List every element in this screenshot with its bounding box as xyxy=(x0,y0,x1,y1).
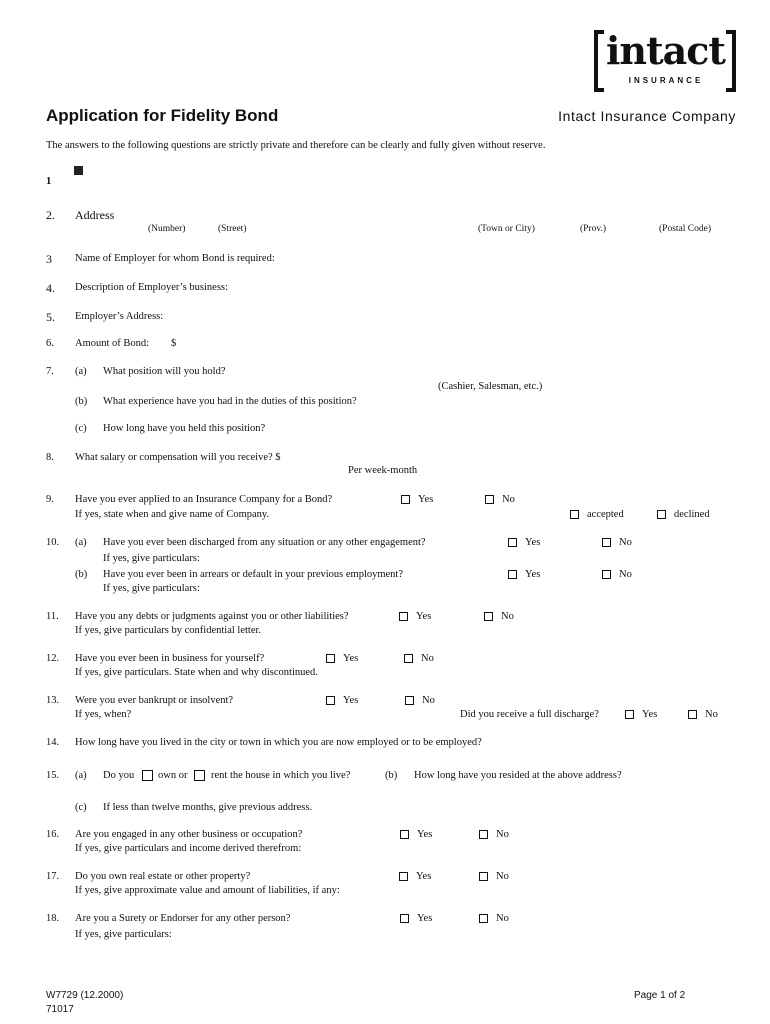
q10b-no-label: No xyxy=(619,569,632,580)
q13-no-checkbox[interactable] xyxy=(405,696,414,705)
q13-discharge-yes-checkbox[interactable] xyxy=(625,710,634,719)
q15a-own-or: own or xyxy=(158,770,188,781)
q9-yes-label: Yes xyxy=(418,494,434,505)
q7c-letter: (c) xyxy=(75,423,87,434)
q13-discharge-yes-label: Yes xyxy=(642,709,658,720)
q9-accepted-label: accepted xyxy=(587,509,624,520)
form-number: 71017 xyxy=(46,1004,74,1015)
q7a-letter: (a) xyxy=(75,366,87,377)
q2-sub-number: (Number) xyxy=(148,224,186,234)
q10a-yes-checkbox[interactable] xyxy=(508,538,517,547)
q9-no-label: No xyxy=(502,494,515,505)
q9-number: 9. xyxy=(46,494,54,505)
q13-discharge-no-checkbox[interactable] xyxy=(688,710,697,719)
q15a-rent-text: rent the house in which you live? xyxy=(211,770,351,781)
q9-line1: Have you ever applied to an Insurance Company for a Bond? xyxy=(75,494,333,505)
address-field[interactable] xyxy=(120,208,738,222)
q9-line2: If yes, state when and give name of Company. xyxy=(75,509,270,520)
time-in-position-field[interactable] xyxy=(285,421,738,435)
q12-number: 12. xyxy=(46,653,60,664)
q17-yes-label: Yes xyxy=(416,871,432,882)
q10a-sub: If yes, give particulars: xyxy=(103,553,200,564)
q14-number: 14. xyxy=(46,737,60,748)
q5-number: 5. xyxy=(46,310,55,324)
q15-rent-checkbox[interactable] xyxy=(194,770,205,781)
q6-number: 6. xyxy=(46,338,54,349)
q1-name-field[interactable] xyxy=(98,174,738,188)
q17-yes-checkbox[interactable] xyxy=(399,872,408,881)
q16-line2: If yes, give particulars and income derived therefrom: xyxy=(75,843,302,854)
intact-insurance-logo xyxy=(594,30,736,92)
position-field[interactable] xyxy=(245,364,738,378)
q16-number: 16. xyxy=(46,829,60,840)
form-code: W7729 (12.2000) xyxy=(46,990,124,1001)
experience-field[interactable] xyxy=(383,394,738,408)
q10a-yes-label: Yes xyxy=(525,537,541,548)
q6-currency: $ xyxy=(171,338,177,349)
redacted-mark xyxy=(74,166,83,175)
q12-no-label: No xyxy=(421,653,434,664)
q10b-yes-label: Yes xyxy=(525,569,541,580)
q2-number: 2. xyxy=(46,208,55,222)
q11-yes-label: Yes xyxy=(416,611,432,622)
q16-no-checkbox[interactable] xyxy=(479,830,488,839)
q13-discharge-no-label: No xyxy=(705,709,718,720)
q15-number: 15. xyxy=(46,770,60,781)
q10b-yes-checkbox[interactable] xyxy=(508,570,517,579)
q11-line2: If yes, give particulars by confidential letter. xyxy=(75,625,262,636)
q10a-no-label: No xyxy=(619,537,632,548)
q13-yes-label: Yes xyxy=(343,695,359,706)
q11-line1: Have you any debts or judgments against you or other liabilities? xyxy=(75,611,349,622)
q18-line1: Are you a Surety or Endorser for any other person? xyxy=(75,913,291,924)
q15c-letter: (c) xyxy=(75,802,87,813)
logo-wordmark: intact xyxy=(606,28,725,73)
q10b-letter: (b) xyxy=(75,569,88,580)
q3-label: Name of Employer for whom Bond is required: xyxy=(75,253,275,264)
bond-amount-field[interactable] xyxy=(182,336,382,350)
salary-field[interactable] xyxy=(305,450,505,464)
q13-discharge-text: Did you receive a full discharge? xyxy=(460,709,599,720)
q9-declined-checkbox[interactable] xyxy=(657,510,666,519)
q12-yes-label: Yes xyxy=(343,653,359,664)
logo-left-bracket xyxy=(594,30,604,92)
q16-yes-checkbox[interactable] xyxy=(400,830,409,839)
q2-sub-postal: (Postal Code) xyxy=(659,224,711,234)
q12-line1: Have you ever been in business for yourself? xyxy=(75,653,265,664)
q2-sub-prov: (Prov.) xyxy=(580,224,607,234)
q5-label: Employer’s Address: xyxy=(75,311,164,322)
q7b-letter: (b) xyxy=(75,396,88,407)
q13-no-label: No xyxy=(422,695,435,706)
q17-line1: Do you own real estate or other property? xyxy=(75,871,251,882)
q18-no-checkbox[interactable] xyxy=(479,914,488,923)
employer-business-field[interactable] xyxy=(244,280,738,294)
q13-line1: Were you ever bankrupt or insolvent? xyxy=(75,695,234,706)
q13-yes-checkbox[interactable] xyxy=(326,696,335,705)
q16-line1: Are you engaged in any other business or occupation? xyxy=(75,829,303,840)
q6-label: Amount of Bond: xyxy=(75,338,150,349)
employer-name-field[interactable] xyxy=(295,251,738,265)
q12-yes-checkbox[interactable] xyxy=(326,654,335,663)
q8-hint: Per week-month xyxy=(348,465,418,476)
company-name: Intact Insurance Company xyxy=(558,108,736,124)
q10a-letter: (a) xyxy=(75,537,87,548)
q4-number: 4. xyxy=(46,281,55,295)
q17-no-checkbox[interactable] xyxy=(479,872,488,881)
q13-line2: If yes, when? xyxy=(75,709,132,720)
q8-label: What salary or compensation will you receive? $ xyxy=(75,452,281,463)
q15-own-checkbox[interactable] xyxy=(142,770,153,781)
q9-no-checkbox[interactable] xyxy=(485,495,494,504)
q15b-text: How long have you resided at the above address? xyxy=(414,770,622,781)
q18-line2: If yes, give particulars: xyxy=(75,929,172,940)
q10b-sub: If yes, give particulars: xyxy=(103,583,200,594)
q1-number: 1 xyxy=(46,176,52,187)
q16-yes-label: Yes xyxy=(417,829,433,840)
q12-line2: If yes, give particulars. State when and why discontinued. xyxy=(75,667,318,678)
form-title: Application for Fidelity Bond xyxy=(46,106,279,125)
q2-sub-street: (Street) xyxy=(218,224,247,234)
q11-no-checkbox[interactable] xyxy=(484,612,493,621)
q15a-letter: (a) xyxy=(75,770,87,781)
intro-text: The answers to the following questions are strictly private and therefore can be clearly and fully given without reserve. xyxy=(46,140,546,151)
q15c-text: If less than twelve months, give previous address. xyxy=(103,802,313,813)
logo-subtitle: INSURANCE xyxy=(628,76,704,85)
q18-number: 18. xyxy=(46,913,60,924)
q15a-do-you: Do you xyxy=(103,770,135,781)
q7a-text: What position will you hold? xyxy=(103,366,226,377)
q7-number: 7. xyxy=(46,366,54,377)
page-indicator: Page 1 of 2 xyxy=(634,990,686,1001)
q11-number: 11. xyxy=(46,611,59,622)
q15b-letter: (b) xyxy=(385,770,398,781)
q7a-hint: (Cashier, Salesman, etc.) xyxy=(438,381,543,392)
q16-no-label: No xyxy=(496,829,509,840)
q4-label: Description of Employer’s business: xyxy=(75,282,228,293)
q10-number: 10. xyxy=(46,537,60,548)
q11-yes-checkbox[interactable] xyxy=(399,612,408,621)
q9-yes-checkbox[interactable] xyxy=(401,495,410,504)
q9-declined-label: declined xyxy=(674,509,710,520)
q12-no-checkbox[interactable] xyxy=(404,654,413,663)
q10a-text: Have you ever been discharged from any situation or any other engagement? xyxy=(103,537,426,548)
q7c-text: How long have you held this position? xyxy=(103,423,266,434)
q17-line2: If yes, give approximate value and amount of liabilities, if any: xyxy=(75,885,340,896)
q10a-no-checkbox[interactable] xyxy=(602,538,611,547)
q9-accepted-checkbox[interactable] xyxy=(570,510,579,519)
q14-label: How long have you lived in the city or town in which you are now employed or to be employed? xyxy=(75,737,482,748)
q7b-text: What experience have you had in the duties of this position? xyxy=(103,396,357,407)
q11-no-label: No xyxy=(501,611,514,622)
q18-yes-label: Yes xyxy=(417,913,433,924)
q17-no-label: No xyxy=(496,871,509,882)
q2-label: Address xyxy=(75,208,115,222)
q3-number: 3 xyxy=(46,252,52,266)
q17-number: 17. xyxy=(46,871,60,882)
q18-yes-checkbox[interactable] xyxy=(400,914,409,923)
q2-sub-town: (Town or City) xyxy=(478,224,535,234)
q10b-text: Have you ever been in arrears or default in your previous employment? xyxy=(103,569,404,580)
logo-right-bracket xyxy=(726,30,736,92)
q10b-no-checkbox[interactable] xyxy=(602,570,611,579)
q13-number: 13. xyxy=(46,695,60,706)
employer-address-field[interactable] xyxy=(176,309,738,323)
q8-number: 8. xyxy=(46,452,54,463)
q18-no-label: No xyxy=(496,913,509,924)
